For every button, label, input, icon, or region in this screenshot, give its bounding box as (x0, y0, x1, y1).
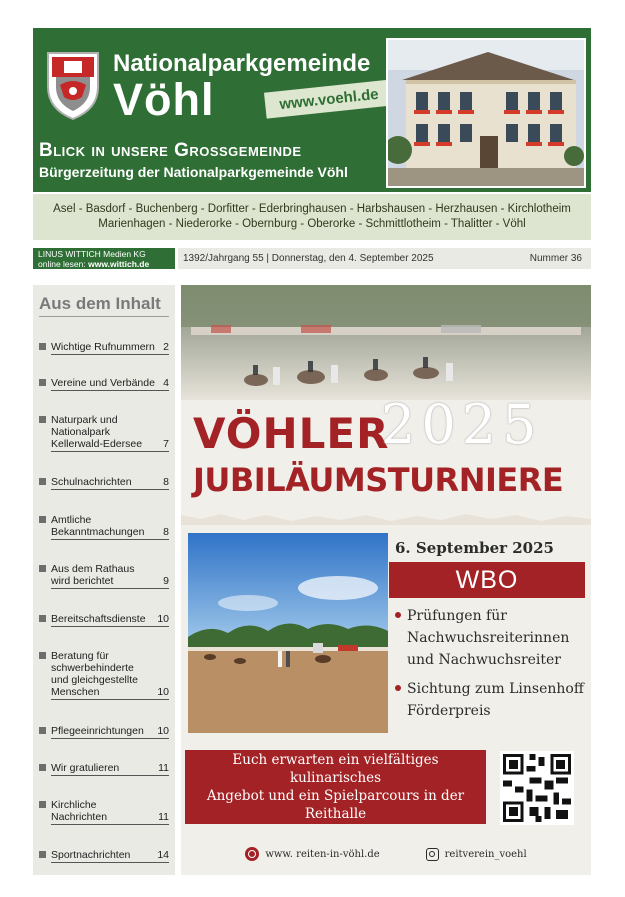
toc-label: Wichtige Rufnummern (51, 341, 159, 355)
toc-item-pflegeeinrichtungen[interactable] (39, 725, 169, 739)
poster-year: 2025 (381, 393, 543, 456)
toc-item-rufnummern[interactable] (39, 341, 169, 355)
event-bullet-2 (395, 678, 585, 722)
toc-page: 14 (153, 849, 169, 863)
toc-label: Schulnachrichten (51, 476, 159, 490)
toc-item-schulnachrichten[interactable] (39, 476, 169, 490)
event-date: 6. September 2025 (395, 539, 554, 557)
toc-label: Pflegeeinrichtungen (51, 725, 153, 739)
bullet-text: Sichtung zum Linsenhoff Förderpreis (407, 681, 584, 719)
toc-page: 7 (159, 438, 169, 452)
town-website-link[interactable]: www.voehl.de (264, 79, 394, 118)
newspaper-subtitle: Bürgerzeitung der Nationalparkgemeinde Vöhl (39, 164, 348, 180)
instagram-icon (426, 848, 439, 861)
publisher-box (33, 248, 175, 269)
toc-page: 4 (159, 377, 169, 391)
poster-instagram-link[interactable] (426, 848, 527, 861)
toc-page: 11 (154, 762, 169, 776)
issue-info-bar (178, 248, 591, 269)
poster-website-link[interactable] (245, 847, 379, 861)
square-bullet-icon (39, 478, 46, 485)
toc-item-gratulieren[interactable] (39, 762, 169, 776)
online-label: online lesen: (38, 259, 86, 269)
square-bullet-icon (39, 727, 46, 734)
torn-paper-divider (181, 511, 591, 525)
toc-item-beratung[interactable] (39, 650, 169, 700)
issue-number: Nummer 36 (529, 253, 582, 264)
masthead (33, 28, 591, 192)
table-of-contents (33, 285, 175, 875)
village-list (33, 194, 591, 240)
newspaper-tagline (39, 140, 302, 162)
publisher-name: LINUS WITTICH Medien KG (38, 249, 146, 259)
toc-item-bekanntmachungen[interactable] (39, 514, 169, 540)
issue-details: 1392/Jahrgang 55 | Donnerstag, den 4. September 2025 (183, 253, 434, 264)
poster-title-line-2: JUBILÄUMSTURNIERE (193, 461, 564, 499)
toc-item-sport[interactable] (39, 849, 169, 863)
community-title: Nationalparkgemeinde (113, 50, 371, 77)
catering-banner: Euch erwarten ein vielfältiges kulinarisches Angebot und ein Spielparcours in der Reithalle (185, 750, 486, 824)
toc-label: Wir gratulieren (51, 762, 154, 776)
toc-item-vereine[interactable] (39, 377, 169, 391)
toc-label: Beratung für schwerbehinderte und gleichgestellte Menschen (51, 650, 153, 700)
toc-label: Sportnachrichten (51, 849, 153, 863)
poster-website-text: www. reiten-in-vöhl.de (265, 848, 380, 860)
toc-page: 10 (153, 725, 169, 739)
square-bullet-icon (39, 851, 46, 858)
square-bullet-icon (39, 416, 46, 423)
tournament-field-photo (188, 533, 388, 733)
toc-label: Bereitschaftsdienste (51, 613, 153, 627)
tagline-text: Blick in unsere Grossgemeinde (39, 140, 302, 161)
toc-page: 8 (159, 476, 169, 490)
toc-page: 2 (159, 341, 169, 355)
toc-item-bereitschaftsdienste[interactable] (39, 613, 169, 627)
village-list-line-2: Marienhagen - Niederorke - Obernburg - Oberorke - Schmittlotheim - Thalitter - Vöhl (98, 218, 526, 230)
event-bullet-1 (395, 605, 585, 671)
poster-footer (181, 841, 591, 867)
toc-label: Kirchliche Nachrichten (51, 799, 154, 825)
toc-label: Amtliche Bekanntmachungen (51, 514, 159, 540)
toc-label: Aus dem Rathaus wird berichtet (51, 563, 159, 589)
red-bullet-icon (395, 685, 401, 691)
toc-page: 9 (159, 575, 169, 589)
toc-label: Vereine und Verbände (51, 377, 159, 391)
publisher-url-link[interactable]: www.wittich.de (88, 259, 150, 269)
toc-item-kirchliche[interactable] (39, 799, 169, 825)
red-bullet-icon (395, 612, 401, 618)
toc-page: 10 (153, 613, 169, 627)
event-poster (181, 285, 591, 875)
square-bullet-icon (39, 615, 46, 622)
square-bullet-icon (39, 764, 46, 771)
bullet-text: Prüfungen für Nachwuchsreiterinnen und Nachwuchsreiter (407, 608, 570, 668)
toc-item-naturpark[interactable] (39, 414, 169, 452)
town-hall-photo (386, 38, 586, 188)
square-bullet-icon (39, 343, 46, 350)
toc-page: 8 (159, 526, 169, 540)
square-bullet-icon (39, 565, 46, 572)
toc-label: Naturpark und Nationalpark Kellerwald-Edersee (51, 414, 159, 452)
publisher-online (38, 259, 170, 269)
square-bullet-icon (39, 801, 46, 808)
poster-title-line-1: VÖHLER (193, 409, 390, 458)
village-list-line-1: Asel - Basdorf - Buchenberg - Dorfitter - Ederbringhausen - Harbshausen - Herzhausen - Kirchlotheim (53, 203, 571, 215)
toc-page: 11 (154, 811, 169, 825)
square-bullet-icon (39, 652, 46, 659)
event-type-badge: WBO (389, 562, 585, 598)
poster-instagram-text: reitverein_voehl (444, 848, 527, 860)
coat-of-arms-icon (44, 47, 102, 121)
qr-code-icon[interactable] (500, 751, 574, 825)
square-bullet-icon (39, 516, 46, 523)
toc-title: Aus dem Inhalt (39, 294, 169, 317)
riding-arena-photo (181, 285, 591, 400)
town-name: Vöhl (113, 74, 215, 125)
toc-item-rathaus[interactable] (39, 563, 169, 589)
globe-icon (245, 847, 259, 861)
square-bullet-icon (39, 379, 46, 386)
toc-page: 10 (153, 686, 169, 700)
